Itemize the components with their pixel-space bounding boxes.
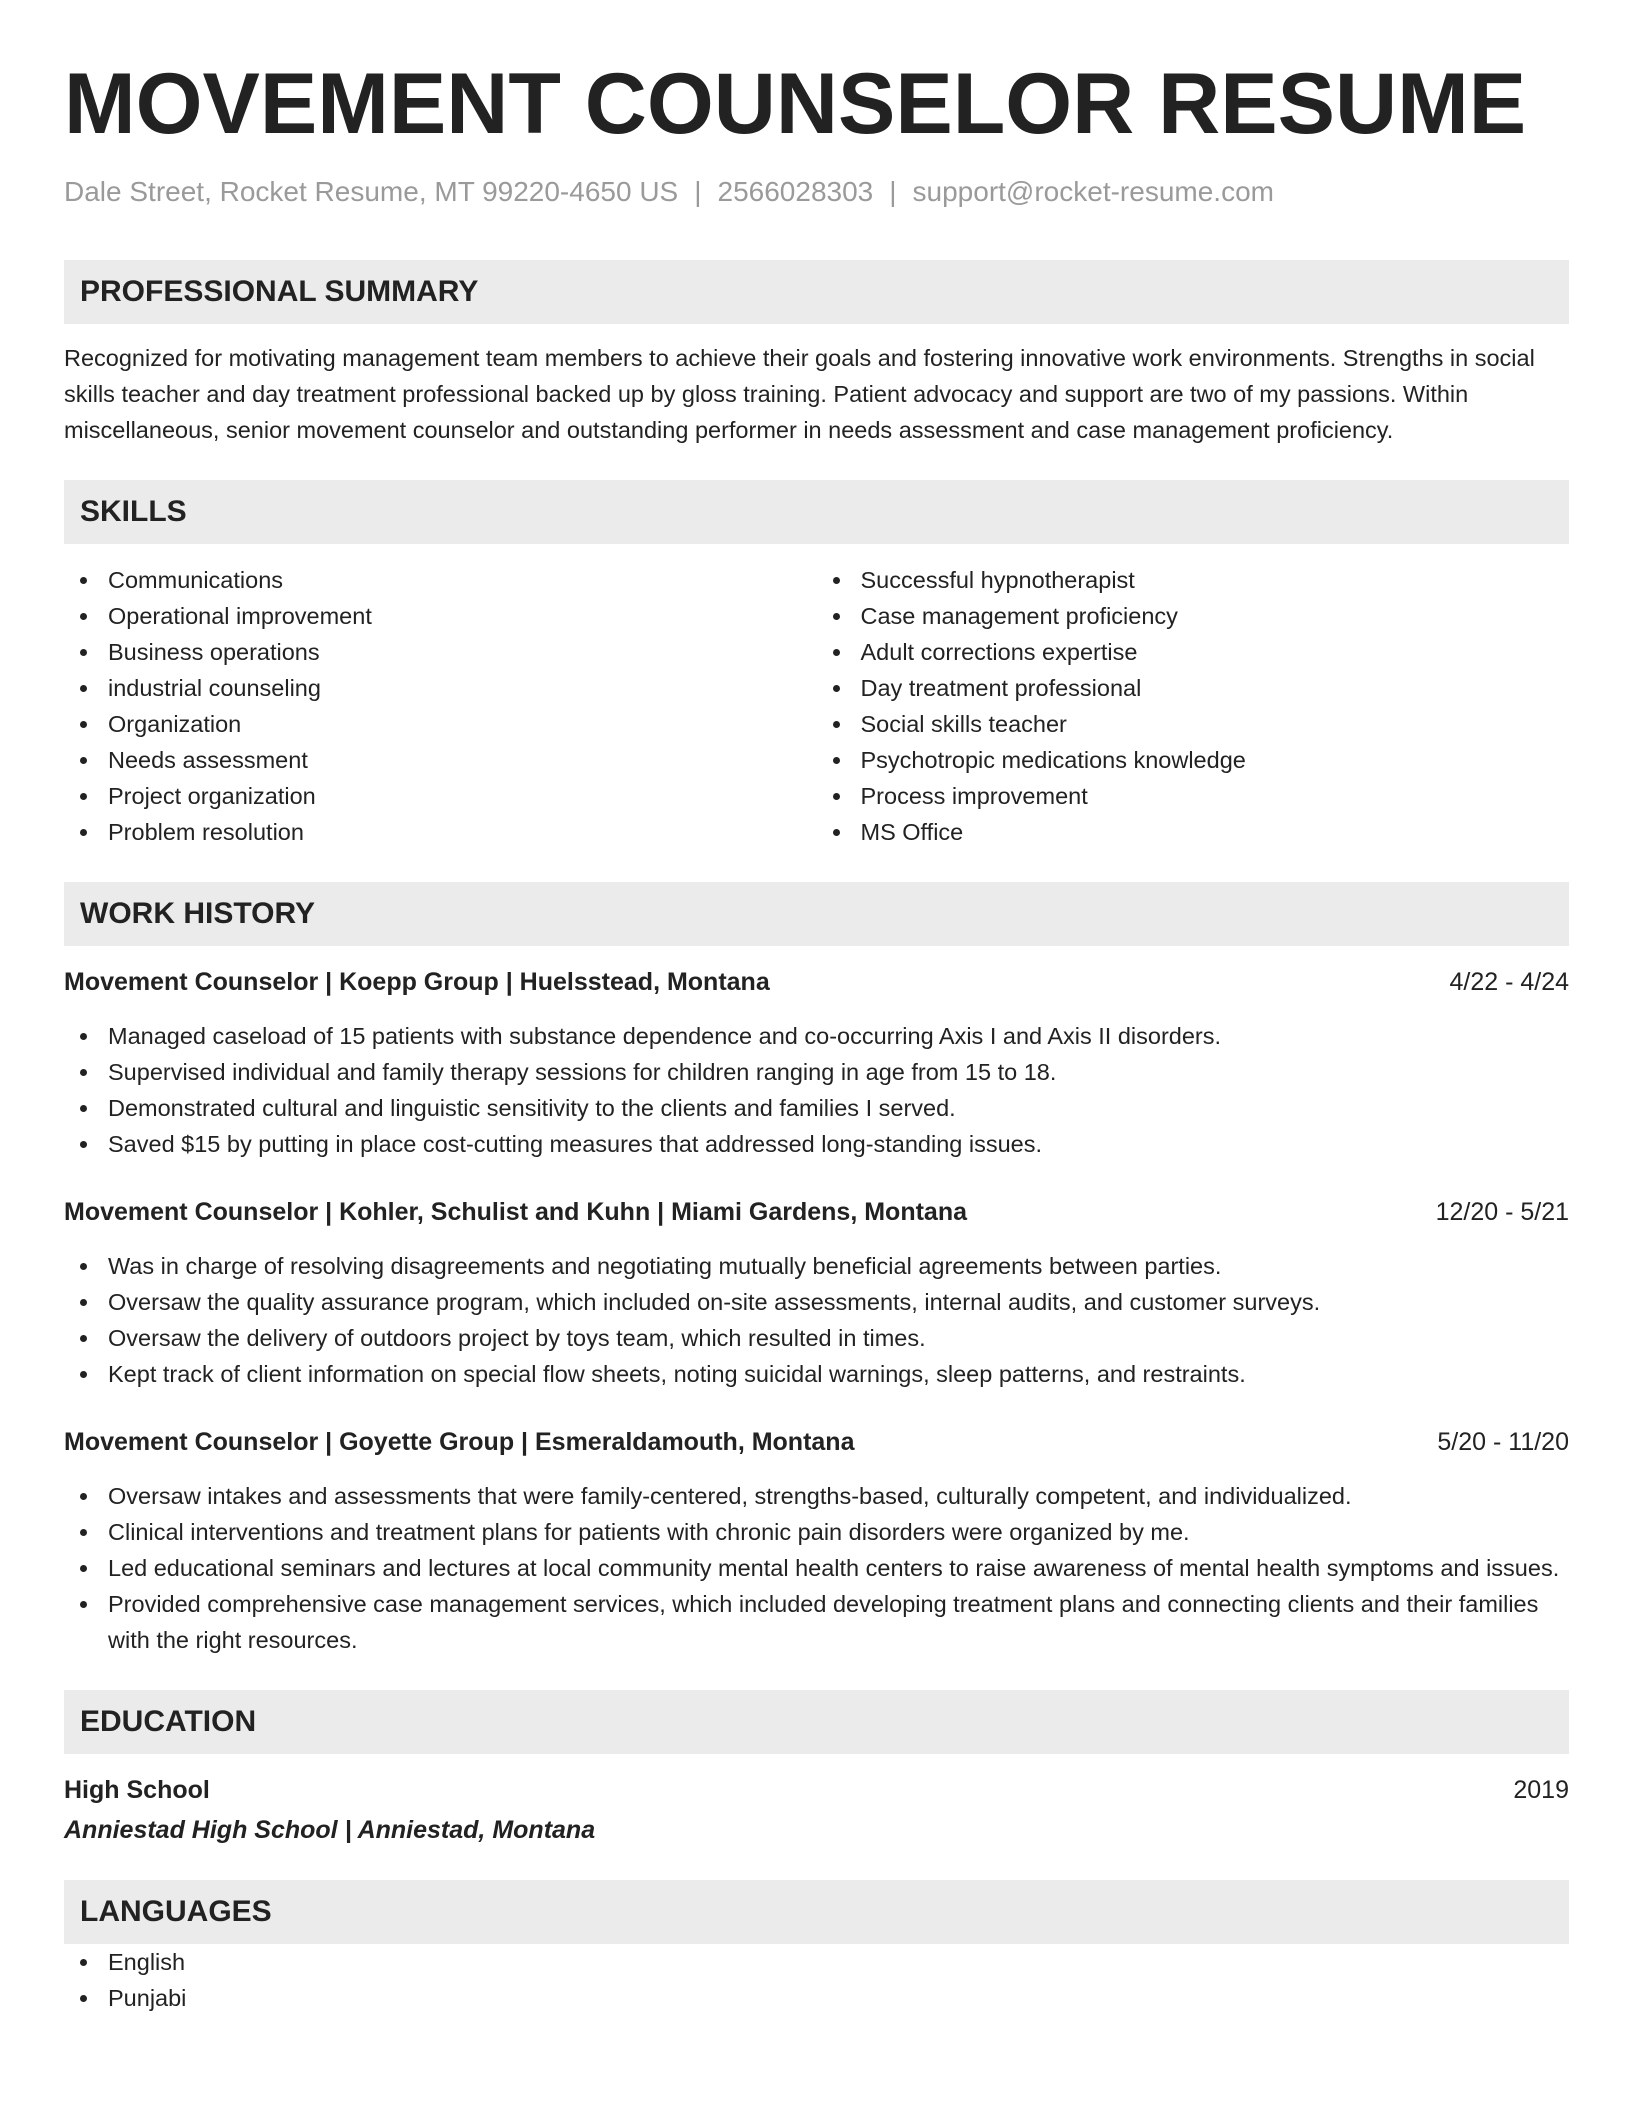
skill-item: Successful hypnotherapist xyxy=(817,562,1570,598)
job-bullet: Was in charge of resolving disagreements and negotiating mutually beneficial agreements between parties. xyxy=(64,1248,1569,1284)
job-header xyxy=(64,1424,1569,1460)
job-title: Movement Counselor | Kohler, Schulist and Kuhn | Miami Gardens, Montana xyxy=(64,1198,967,1226)
education-year: 2019 xyxy=(1513,1776,1569,1804)
contact-email: support@rocket-resume.com xyxy=(912,176,1274,207)
job-bullet: Led educational seminars and lectures at local community mental health centers to raise awareness of mental health symptoms and issues. xyxy=(64,1550,1569,1586)
job-header xyxy=(64,964,1569,1000)
skill-item: Adult corrections expertise xyxy=(817,634,1570,670)
education-entry xyxy=(64,1772,1569,1848)
job-title: Movement Counselor | Koepp Group | Huelsstead, Montana xyxy=(64,968,770,996)
job-entry xyxy=(64,1424,1569,1658)
education-heading: EDUCATION xyxy=(64,1690,1569,1754)
summary-heading: PROFESSIONAL SUMMARY xyxy=(64,260,1569,324)
job-title: Movement Counselor | Goyette Group | Esmeraldamouth, Montana xyxy=(64,1428,855,1456)
skills-list-right xyxy=(817,562,1570,850)
job-dates: 5/20 - 11/20 xyxy=(1437,1428,1569,1456)
education-row xyxy=(64,1772,1569,1808)
skill-item: Business operations xyxy=(64,634,817,670)
skill-item: Project organization xyxy=(64,778,817,814)
skill-item: Social skills teacher xyxy=(817,706,1570,742)
skill-item: Day treatment professional xyxy=(817,670,1570,706)
skills-columns xyxy=(64,562,1569,850)
job-dates: 12/20 - 5/21 xyxy=(1435,1198,1569,1226)
job-bullet: Oversaw the quality assurance program, which included on-site assessments, internal audits, and customer surveys. xyxy=(64,1284,1569,1320)
education-degree: High School xyxy=(64,1776,210,1804)
resume-title: MOVEMENT COUNSELOR RESUME xyxy=(64,56,1527,152)
job-bullet: Provided comprehensive case management services, which included developing treatment plans and connecting clients and their families with the right resources. xyxy=(64,1586,1569,1658)
job-dates: 4/22 - 4/24 xyxy=(1449,968,1569,996)
job-bullet: Oversaw the delivery of outdoors project by toys team, which resulted in times. xyxy=(64,1320,1569,1356)
work-history-heading: WORK HISTORY xyxy=(64,882,1569,946)
skill-item: MS Office xyxy=(817,814,1570,850)
languages-heading: LANGUAGES xyxy=(64,1880,1569,1944)
work-history-list xyxy=(64,964,1569,1658)
skill-item: Psychotropic medications knowledge xyxy=(817,742,1570,778)
summary-text: Recognized for motivating management team members to achieve their goals and fostering innovative work environments. Strengths in social skills teacher and day treatment professional backed up by gloss training. Patient advocacy and support are two of my passions. Within miscellaneous, senior movement counselor and outstanding performer in needs assessment and case management proficiency. xyxy=(64,345,1535,443)
job-header xyxy=(64,1194,1569,1230)
skill-item: Organization xyxy=(64,706,817,742)
skill-item: Problem resolution xyxy=(64,814,817,850)
skill-item: Process improvement xyxy=(817,778,1570,814)
skills-heading: SKILLS xyxy=(64,480,1569,544)
job-bullets xyxy=(64,1478,1569,1658)
skill-item: industrial counseling xyxy=(64,670,817,706)
skills-list-left xyxy=(64,562,817,850)
language-item: English xyxy=(64,1944,1569,1980)
job-entry xyxy=(64,1194,1569,1392)
language-item: Punjabi xyxy=(64,1980,1569,2016)
education-school: Anniestad High School | Anniestad, Montana xyxy=(64,1816,596,1844)
job-bullet: Clinical interventions and treatment plans for patients with chronic pain disorders were organized by me. xyxy=(64,1514,1569,1550)
contact-address: Dale Street, Rocket Resume, MT 99220-4650 US xyxy=(64,176,679,207)
job-bullets xyxy=(64,1018,1569,1162)
job-bullet: Kept track of client information on special flow sheets, noting suicidal warnings, sleep patterns, and restraints. xyxy=(64,1356,1569,1392)
contact-phone: 2566028303 xyxy=(717,176,874,207)
job-bullets xyxy=(64,1248,1569,1392)
job-bullet: Oversaw intakes and assessments that were family-centered, strengths-based, culturally competent, and individualized. xyxy=(64,1478,1569,1514)
job-bullet: Supervised individual and family therapy sessions for children ranging in age from 15 to 18. xyxy=(64,1054,1569,1090)
contact-line xyxy=(64,174,1569,210)
skill-item: Needs assessment xyxy=(64,742,817,778)
contact-separator: | xyxy=(694,176,702,207)
job-bullet: Managed caseload of 15 patients with substance dependence and co-occurring Axis I and Axis II disorders. xyxy=(64,1018,1569,1054)
skill-item: Case management proficiency xyxy=(817,598,1570,634)
skill-item: Operational improvement xyxy=(64,598,817,634)
languages-list xyxy=(64,1944,1569,2016)
job-bullet: Saved $15 by putting in place cost-cutting measures that addressed long-standing issues. xyxy=(64,1126,1569,1162)
job-bullet: Demonstrated cultural and linguistic sensitivity to the clients and families I served. xyxy=(64,1090,1569,1126)
contact-separator: | xyxy=(889,176,897,207)
skill-item: Communications xyxy=(64,562,817,598)
job-entry xyxy=(64,964,1569,1162)
